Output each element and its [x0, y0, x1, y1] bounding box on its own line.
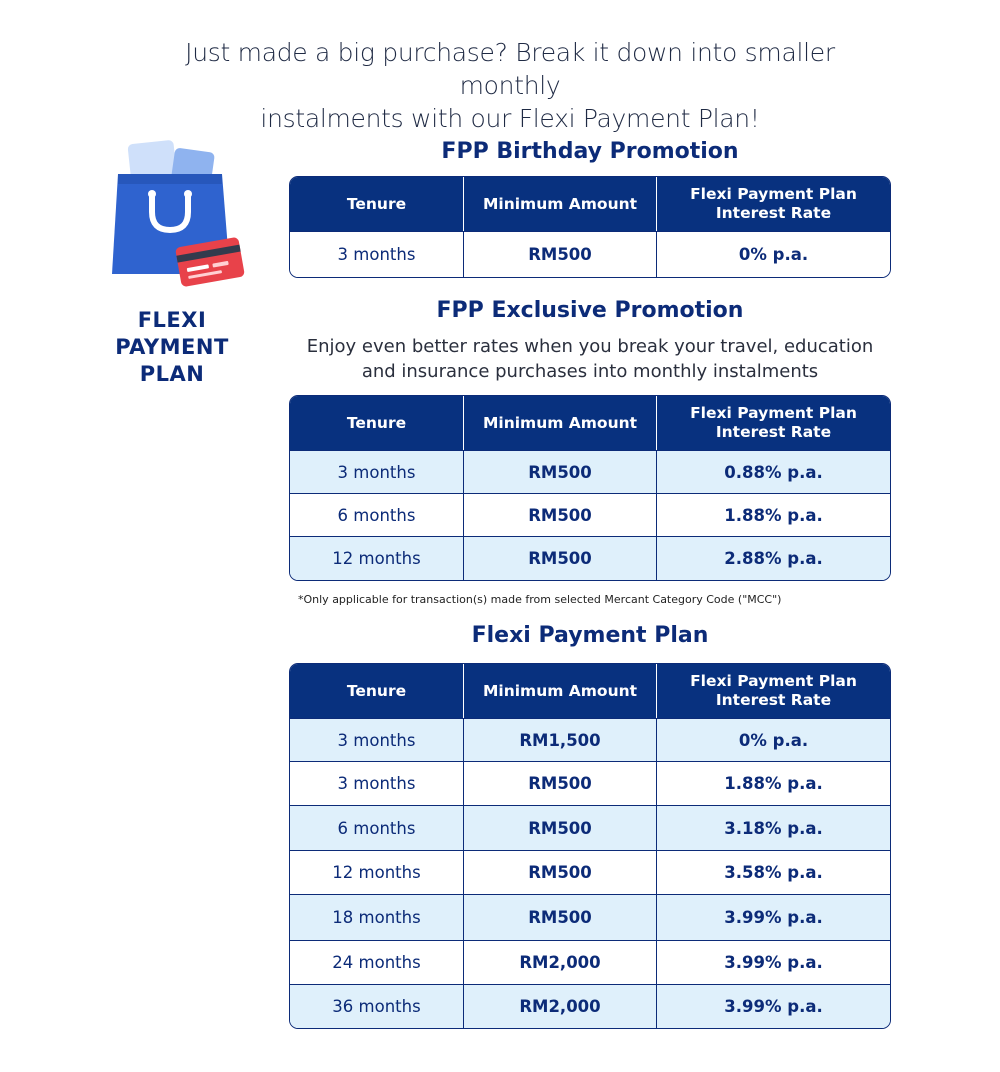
exclusive-subtitle-line-1: Enjoy even better rates when you break your travel, education — [306, 336, 874, 357]
tenure-cell: 3 months — [337, 774, 416, 793]
rate-cell: 1.88% p.a. — [656, 762, 890, 805]
intro-line-1: Just made a big purchase? Break it down into smaller monthly — [185, 38, 835, 100]
table-header-row — [290, 177, 890, 231]
exclusive-subtitle-line-2: and insurance purchases into monthly instalments — [361, 361, 819, 382]
rate-cell: 3.99% p.a. — [656, 985, 890, 1028]
table-row — [290, 450, 890, 493]
tenure-cell: 3 months — [337, 245, 416, 264]
amount-cell: RM500 — [463, 806, 656, 850]
tenure-cell: 6 months — [337, 505, 416, 525]
interest-rate-header — [656, 664, 890, 718]
logo-title — [92, 307, 252, 388]
rate-cell: 0% p.a. — [656, 232, 890, 277]
logo-title-line-1: FLEXI — [137, 308, 207, 332]
table-row — [290, 850, 890, 894]
rate-cell: 0% p.a. — [656, 719, 890, 761]
logo-title-line-2: PAYMENT — [115, 335, 229, 359]
interest-rate-header-line-2: Interest Rate — [715, 691, 832, 709]
interest-rate-header-line-1: Flexi Payment Plan — [690, 185, 857, 203]
tenure-cell: 3 months — [337, 462, 416, 482]
tenure-cell: 24 months — [332, 953, 421, 972]
rate-cell: 3.58% p.a. — [656, 851, 890, 894]
table-row — [290, 536, 890, 580]
exclusive-footnote: *Only applicable for transaction(s) made from selected Mercant Category Code ("MCC") — [298, 593, 782, 606]
amount-cell: RM2,000 — [463, 985, 656, 1028]
minimum-amount-header: Minimum Amount — [463, 664, 656, 718]
interest-rate-header — [656, 177, 890, 231]
amount-cell: RM1,500 — [463, 719, 656, 761]
minimum-amount-header: Minimum Amount — [463, 177, 656, 231]
rate-cell: 3.18% p.a. — [656, 806, 890, 850]
interest-rate-header — [656, 396, 890, 450]
tenure-header: Tenure — [346, 194, 407, 213]
table-row — [290, 493, 890, 536]
rate-cell: 3.99% p.a. — [656, 895, 890, 940]
table-row — [290, 805, 890, 850]
tenure-cell: 3 months — [337, 730, 416, 750]
table-row — [290, 894, 890, 940]
amount-cell: RM2,000 — [463, 941, 656, 984]
table-row — [290, 984, 890, 1028]
standard-rate-table — [289, 663, 891, 1029]
rate-cell: 1.88% p.a. — [656, 494, 890, 536]
table-row — [290, 718, 890, 761]
tenure-header: Tenure — [346, 413, 407, 432]
tenure-cell: 6 months — [337, 818, 416, 838]
exclusive-rate-table — [289, 395, 891, 581]
amount-cell: RM500 — [463, 537, 656, 580]
amount-cell: RM500 — [463, 451, 656, 493]
amount-cell: RM500 — [463, 494, 656, 536]
exclusive-section-subtitle — [290, 334, 890, 384]
table-row — [290, 231, 890, 277]
tenure-header: Tenure — [346, 681, 407, 700]
tenure-cell: 12 months — [332, 549, 421, 568]
amount-cell: RM500 — [463, 851, 656, 894]
minimum-amount-header: Minimum Amount — [463, 396, 656, 450]
amount-cell: RM500 — [463, 232, 656, 277]
table-row — [290, 761, 890, 805]
rate-cell: 2.88% p.a. — [656, 537, 890, 580]
intro-text — [140, 36, 880, 135]
birthday-rate-table — [289, 176, 891, 278]
amount-cell: RM500 — [463, 895, 656, 940]
rate-cell: 3.99% p.a. — [656, 941, 890, 984]
logo-title-line-3: PLAN — [139, 362, 205, 386]
tenure-cell: 36 months — [332, 997, 421, 1016]
interest-rate-header-line-1: Flexi Payment Plan — [690, 672, 857, 690]
interest-rate-header-line-2: Interest Rate — [715, 204, 832, 222]
table-header-row — [290, 664, 890, 718]
shopping-bag-icon — [100, 134, 250, 294]
amount-cell: RM500 — [463, 762, 656, 805]
tenure-cell: 18 months — [332, 908, 421, 927]
tenure-cell: 12 months — [332, 863, 421, 882]
flexi-payment-plan-logo — [100, 134, 250, 294]
interest-rate-header-line-1: Flexi Payment Plan — [690, 404, 857, 422]
standard-section-title: Flexi Payment Plan — [471, 623, 709, 648]
exclusive-section-title: FPP Exclusive Promotion — [436, 298, 744, 323]
table-row — [290, 940, 890, 984]
interest-rate-header-line-2: Interest Rate — [715, 423, 832, 441]
table-header-row — [290, 396, 890, 450]
intro-line-2: instalments with our Flexi Payment Plan! — [260, 104, 760, 133]
rate-cell: 0.88% p.a. — [656, 451, 890, 493]
birthday-section-title: FPP Birthday Promotion — [441, 139, 739, 164]
